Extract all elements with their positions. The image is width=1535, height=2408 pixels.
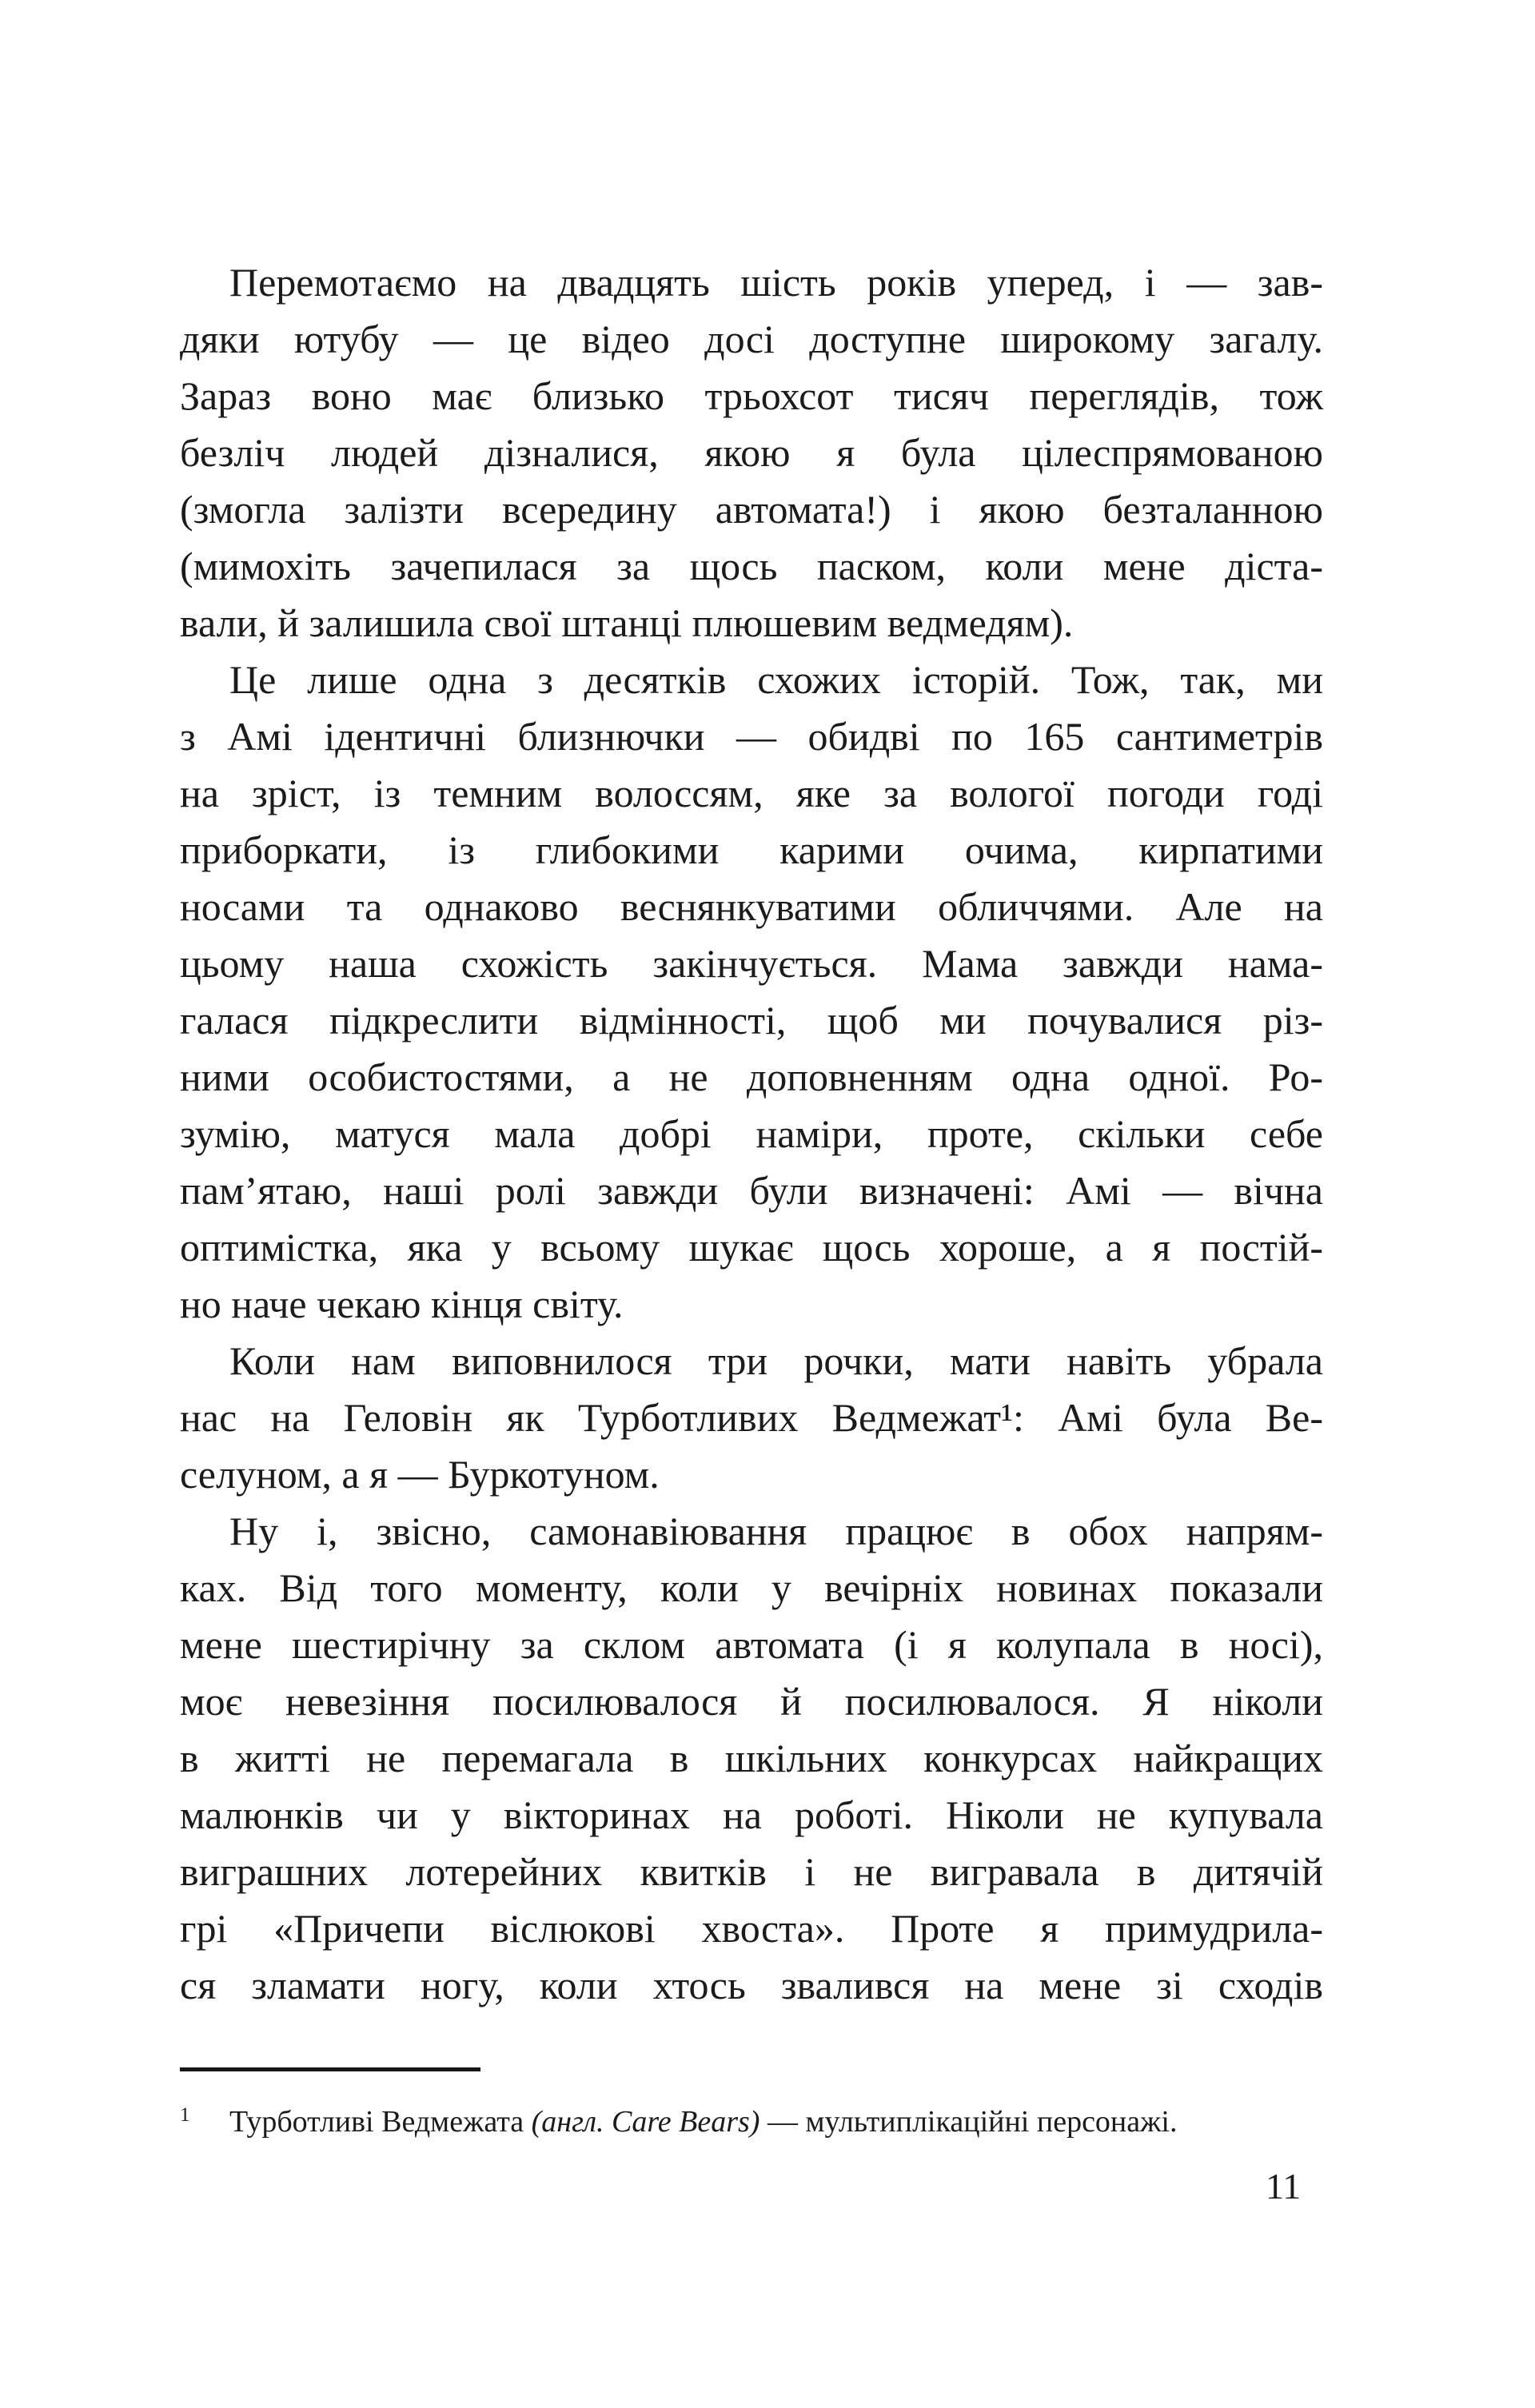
text-line: малюнків чи у вікторинах на роботі. Ніколи не купувала: [180, 1792, 1323, 1837]
text-line: Коли нам виповнилося три рочки, мати навіть убрала: [229, 1338, 1323, 1383]
text-line: (мимохіть зачепилася за щось паском, коли мене діста-: [180, 544, 1323, 588]
text-line: носами та однаково веснянкуватими обличчями. Але на: [180, 884, 1323, 929]
text-line: галася підкреслити відмінності, щоб ми почувалися різ-: [180, 998, 1323, 1043]
page-number: 11: [1266, 2166, 1302, 2207]
text-line: в житті не перемагала в шкільних конкурсах найкращих: [180, 1736, 1323, 1780]
text-line: Ну і, звісно, самонавіювання працює в обох напрям-: [229, 1509, 1323, 1553]
text-line: но наче чекаю кінця світу.: [180, 1282, 624, 1326]
footnote-text-italic: (англ. Care Bears): [531, 2105, 760, 2139]
text-line: селуном, а я — Буркотуном.: [180, 1452, 660, 1497]
text-line: приборкати, із глибокими карими очима, кирпатими: [180, 827, 1323, 872]
text-line: безліч людей дізналися, якою я була цілеспрямованою: [180, 430, 1323, 475]
text-line: з Амі ідентичні близнючки — обидві по 165 сантиметрів: [180, 714, 1323, 759]
text-line: Перемотаємо на двадцять шість років уперед, і — зав-: [229, 260, 1323, 305]
text-line: зумію, матуся мала добрі наміри, проте, скільки себе: [180, 1111, 1323, 1156]
text-line: ними особистостями, а не доповненням одна одної. Ро-: [180, 1054, 1323, 1099]
text-line: нас на Геловін як Турботливих Ведмежат¹: Амі була Ве-: [180, 1395, 1323, 1440]
footnote-text: — мультиплікаційні персонажі.: [760, 2105, 1178, 2139]
text-line: моє невезіння посилювалося й посилювалося. Я ніколи: [180, 1679, 1323, 1724]
text-line: на зріст, із темним волоссям, яке за вологої погоди годі: [180, 771, 1323, 815]
text-line: дяки ютубу — це відео досі доступне широкому загалу.: [180, 317, 1323, 361]
footnote-text: Турботливі Ведмежата: [229, 2105, 532, 2139]
text-line: грі «Причепи віслюкові хвоста». Проте я примудрила-: [180, 1906, 1323, 1951]
footnote: [180, 2103, 1323, 2144]
text-line: Це лише одна з десятків схожих історій. Тож, так, ми: [229, 657, 1323, 702]
text-line: пам’ятаю, наші ролі завжди були визначені: Амі — вічна: [180, 1168, 1323, 1213]
body-text: [180, 254, 1323, 2014]
text-line: цьому наша схожість закінчується. Мама завжди нама-: [180, 941, 1323, 986]
text-line: вали, й залишила свої штанці плюшевим ведмедям).: [180, 600, 1074, 645]
text-line: ках. Від того моменту, коли у вечірніх новинах показали: [180, 1565, 1323, 1610]
paragraph: [180, 254, 1323, 652]
paragraph: [180, 652, 1323, 1333]
paragraph: [180, 1333, 1323, 1503]
paragraph: [180, 1503, 1323, 2014]
footnote-divider: [180, 2067, 480, 2071]
footnote-marker: 1: [180, 2104, 190, 2126]
text-line: (змогла залізти всередину автомата!) і якою безталанною: [180, 487, 1323, 532]
text-line: ся зламати ногу, коли хтось звалився на мене зі сходів: [180, 1963, 1323, 2007]
text-line: Зараз воно має близько трьохсот тисяч переглядів, тож: [180, 373, 1323, 418]
text-line: оптимістка, яка у всьому шукає щось хороше, а я постій-: [180, 1225, 1323, 1270]
text-line: виграшних лотерейних квитків і не вигравала в дитячій: [180, 1849, 1323, 1894]
text-line: мене шестирічну за склом автомата (і я колупала в носі),: [180, 1622, 1323, 1667]
